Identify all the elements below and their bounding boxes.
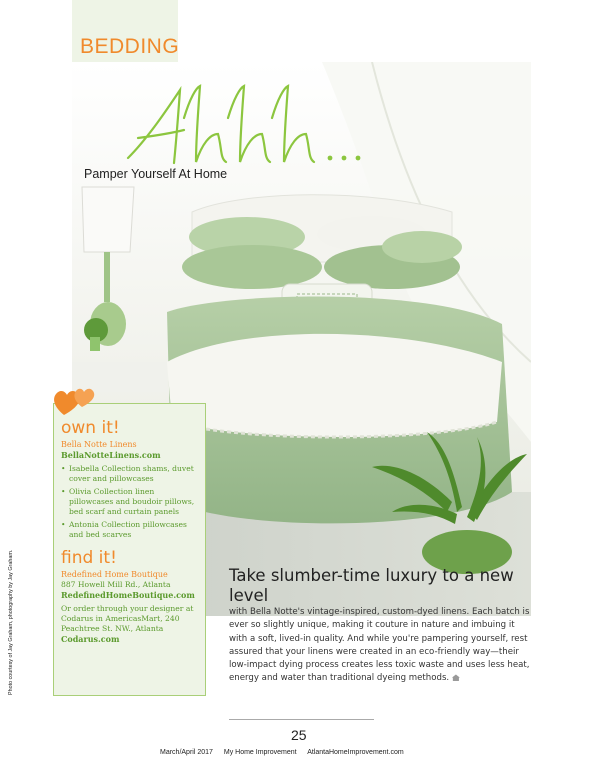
footer-magazine: My Home Improvement <box>223 749 297 756</box>
find-it-order-text: Or order through your designer at Codarus in AmericasMart, 240 Peachtree St. NW., Atlanta <box>61 604 194 633</box>
photo-credit: Photo courtesy of Jay Graham, photography by Jay Graham. <box>8 549 14 695</box>
feature-title: Take slumber-time luxury to a new level <box>229 566 514 605</box>
subtitle: Pamper Yourself At Home <box>84 167 228 181</box>
footer-site: AtlantaHomeImprovement.com <box>307 749 404 756</box>
section-label: BEDDING <box>80 35 180 58</box>
page-number: 25 <box>291 727 307 743</box>
find-it-order-url[interactable]: Codarus.com <box>61 634 120 644</box>
list-item: • Olivia Collection linen pillowcases and boudoir pillows, bed scarf and curtain panels <box>61 487 195 516</box>
own-it-list <box>61 464 199 540</box>
own-it-url[interactable]: BellaNotteLinens.com <box>61 450 161 460</box>
hearts-icon <box>52 385 98 419</box>
list-item: • Antonia Collection pillowcases and bed scarves <box>61 520 187 539</box>
own-it-heading: own it! <box>61 418 120 438</box>
list-item: • Isabella Collection shams, duvet cover and pillowcases <box>61 464 194 483</box>
find-it-address: 887 Howell Mill Rd., Atlanta <box>61 580 171 589</box>
home-icon <box>452 674 460 681</box>
footer-rule <box>229 719 374 720</box>
find-it-store-url[interactable]: RedefinedHomeBoutique.com <box>61 590 195 600</box>
footer-issue: March/April 2017 <box>160 749 213 756</box>
find-it-store: Redefined Home Boutique <box>61 570 168 579</box>
own-it-brand: Bella Notte Linens <box>61 440 137 449</box>
feature-body: with Bella Notte's vintage-inspired, custom-dyed linens. Each batch is ever so slightly unique, making it couture in nature and imbuing it with a soft, lived-in quality. And while you're pampering yourself, rest assured that your linens were created in an eco-friendly way—their low-impact dying process creates less toxic waste and uses less heat, energy and water than traditional dyeing methods. <box>229 607 530 684</box>
shopping-sidebar <box>53 403 206 696</box>
footer <box>160 749 413 756</box>
find-it-heading: find it! <box>61 548 117 568</box>
feature-article <box>229 566 534 686</box>
script-headline-graphic <box>118 78 378 178</box>
